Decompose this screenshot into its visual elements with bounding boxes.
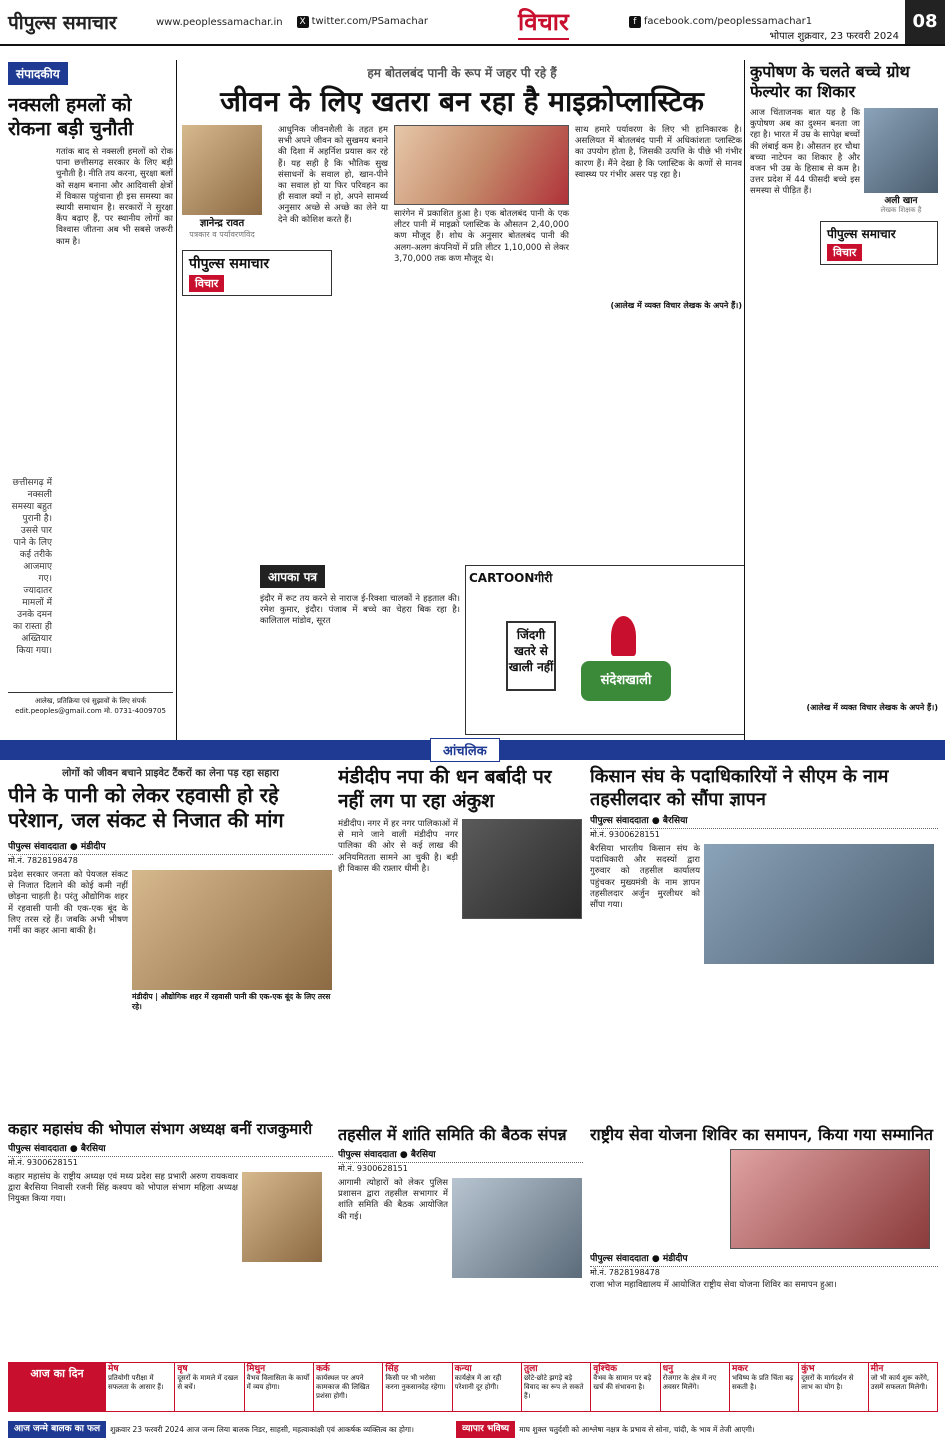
story-mandideep-funds — [338, 765, 583, 1120]
lead-body-2: सारंगेन में प्रकाशित हुआ है। एक बोतलबंद पानी के एक लीटर पानी में माइक्रो प्लास्टिक के औसतन 2,40,000 कण मौजूद हैं। शोध के अनुसार बोतलबंद पानी की अलग-अलग कंपनियों में प्रति लीटर 1,10,000 से लेकर 3,70,000 तक कण मौजूद थे। — [394, 209, 570, 264]
lead-article — [182, 64, 742, 554]
lead-headline: जीवन के लिए खतरा बन रहा है माइक्रोप्लास्टिक — [220, 85, 704, 118]
lead-body-1: आधुनिक जीवनशैली के तहत हम सभी अपने जीवन को सुखमय बनाने की दिशा में अहर्निश प्रयास कर रहे हैं। यह सही है कि भौतिक सुख संसाधनों के सवाल हो, खान-पीने का सवाल हो या फिर परिवहन का ही सवाल क्यों न हो, अपने सामर्थ्य अनुसार अच्छे से अच्छे का लेने या देने की कोशिश करते हैं। — [278, 125, 389, 225]
newspaper-logo[interactable]: पीपुल्स समाचार — [8, 12, 117, 34]
story-phone: मो.नं. 9300628151 — [590, 830, 660, 839]
story-byline: पीपुल्स संवाददाता ● बैरसिया — [8, 1139, 333, 1157]
trucks-photo — [462, 819, 582, 919]
lead-signoff: (आलेख में व्यक्त विचार लेखक के अपने हैं।) — [610, 301, 742, 310]
brand-tag: विचार — [827, 244, 862, 261]
editorial-contact[interactable]: edit.peoples@gmail.com मो. 0731-4009705 — [15, 707, 166, 715]
nss-photo — [730, 1149, 930, 1249]
brand-name: पीपुल्स समाचार — [827, 227, 896, 241]
horoscope-sign: कर्क कार्यस्थल पर अपने कामकाज की लिखित प्रशंसा होगी। — [313, 1363, 382, 1411]
letters-tag: आपका पत्र — [260, 565, 325, 588]
photo-caption: मंडीदीप | औद्योगिक शहर में रहवासी पानी की एक-एक बूंद के लिए तरस रहे। — [132, 992, 331, 1011]
regional-tag: आंचलिक — [430, 738, 500, 762]
column-divider — [744, 60, 745, 740]
lead-author: ज्ञानेन्द्र रावत — [199, 218, 245, 229]
twitter-icon: X — [297, 16, 309, 28]
brand-name: पीपुल्स समाचार — [189, 256, 270, 272]
right-author: अली खान — [884, 196, 918, 206]
story-body: मंडीदीप। नगर में हर नगर पालिकाओं में से माने जाने वाली मंडीदीप नगर पालिका की ओर से कई लाख की अनियमितता सामने आ चुकी है। बड़ी ही विकास की रफ़्तार धीमी है। — [338, 819, 458, 874]
story-nss-camp — [590, 1125, 938, 1355]
story-headline: राष्ट्रीय सेवा योजना शिविर का समापन, किया गया सम्मानित — [590, 1125, 934, 1144]
cartoon-label: संदेशखाली — [581, 661, 671, 701]
cartoon-title: CARTOONगीरी — [469, 571, 553, 585]
story-kicker: लोगों को जीवन बचाने प्राइवेट टैंकरों का लेना पड़ रहा सहारा — [62, 768, 279, 779]
facebook-handle: facebook.com/peoplessamachar1 — [643, 16, 813, 27]
author-photo — [182, 125, 262, 215]
story-farmers-memo — [590, 765, 938, 1120]
story-water-crisis — [8, 765, 333, 1115]
horoscope-sign: कन्या कार्यक्षेत्र में आ रही परेशानी दूर होगी। — [452, 1363, 521, 1411]
meeting-photo — [452, 1178, 582, 1278]
twitter-handle: twitter.com/PSamachar — [311, 16, 428, 27]
water-crisis-photo — [132, 870, 332, 990]
story-body: राजा भोज महाविद्यालय में आयोजित राष्ट्रीय सेवा योजना शिविर का समापन हुआ। — [590, 1280, 837, 1290]
story-byline: पीपुल्स संवाददाता ● बैरसिया — [338, 1145, 583, 1163]
lead-kicker: हम बोतलबंद पानी के रूप में जहर पी रहे हैं — [367, 66, 557, 80]
editorial-tag: संपादकीय — [8, 62, 68, 85]
horoscope-sign: मकर भविष्य के प्रति चिंता बढ़ सकती है। — [729, 1363, 798, 1411]
horoscope-sign: मेष प्रतियोगी परीक्षा में सफलता के आसार हैं। — [105, 1363, 174, 1411]
story-body: कहार महासंघ के राष्ट्रीय अध्यक्ष एवं मध्य प्रदेश सह प्रभारी अरुण रायकवार द्वारा बैरसिया निवासी रजनी सिंह कश्यप को भोपाल संभाग महिला अध्यक्ष नियुक्त किया गया। — [8, 1172, 238, 1205]
story-phone: मो.नं. 9300628151 — [8, 1158, 78, 1167]
editorial-headline: नक्सली हमलों को रोकना बड़ी चुनौती — [8, 94, 134, 140]
farmers-photo — [704, 844, 934, 964]
issue-date: भोपाल शुक्रवार, 23 फरवरी 2024 — [769, 31, 899, 42]
website-link[interactable]: www.peoplessamachar.in — [156, 16, 283, 28]
author-photo — [864, 108, 938, 193]
horoscope-sign: सिंह किसी पर भी भरोसा करना नुकसानदेह रहेगा। — [382, 1363, 451, 1411]
horoscope-sign: वृष दूसरों के मामले में दखल से बचें। — [174, 1363, 243, 1411]
facebook-icon: f — [629, 16, 641, 28]
business-text: माघ शुक्ल चतुर्दशी को आश्लेषा नक्षत्र के प्रभाव से सोना, चांदी, के भाव में तेजी आएगी। — [519, 1424, 755, 1434]
cartoon-box — [465, 565, 745, 735]
story-byline: पीपुल्स संवाददाता ● बैरसिया — [590, 811, 938, 829]
rajkumari-photo — [242, 1172, 322, 1262]
story-phone: मो.नं. 9300628151 — [338, 1164, 408, 1173]
cartoon-caption: जिंदगी खतरे से खाली नहीं — [506, 621, 556, 691]
story-phone: मो.नं. 7828198478 — [8, 856, 78, 865]
facebook-link[interactable] — [629, 16, 812, 28]
birth-badge: आज जन्मे बालक का फल — [8, 1421, 106, 1438]
story-byline: पीपुल्स संवाददाता ● मंडीदीप — [8, 837, 333, 855]
editorial-contact-label: आलेख, प्रतिक्रिया एवं सुझावों के लिए संपर्क — [34, 697, 147, 705]
story-byline: पीपुल्स संवाददाता ● मंडीदीप — [590, 1249, 938, 1267]
regional-bar — [0, 740, 945, 760]
bottom-ticker — [8, 1416, 938, 1442]
right-body: आज चिंताजनक बात यह है कि कुपोषण अब का दुश्मन बनता जा रहा है। भारत में उम्र के सापेक्ष बच्चों की लंबाई कम है। औसतन हर चौथा बच्चा नाटेपन का शिकार है और वजन भी उम्र के हिसाब से कम है। उत्तर प्रदेश में 44 फीसदी बच्चे इस समस्या से पीड़ित हैं। — [750, 108, 860, 197]
story-headline: पीने के पानी को लेकर रहवासी हो रहे परेशान, जल संकट से निजात की मांग — [8, 783, 284, 832]
story-headline: तहसील में शांति समिति की बैठक संपन्न — [338, 1125, 567, 1144]
story-body: प्रदेश सरकार जनता को पेयजल संकट से निजात दिलाने की कोई कमी नहीं छोड़ना चाहती है। परंतु औद्योगिक शहर में रहवासी पानी की एक-एक बूंद के लिए तरस रहे हैं। जबकि अभी भीषण गर्मी का कहर आना बाकी है। — [8, 870, 128, 937]
story-body: बैरसिया भारतीय किसान संघ के पदाधिकारी और सदस्यों द्वारा गुरुवार को तहसील कार्यालय पहुंचकर मुख्यमंत्री के नाम ज्ञापन तहसीलदार अर्जुन मुरलीधर को सौंपा गया। — [590, 844, 700, 911]
right-headline: कुपोषण के चलते बच्चे ग्रोथ फेल्योर का शिकार — [750, 62, 910, 101]
story-headline: किसान संघ के पदाधिकारियों ने सीएम के नाम तहसीलदार को सौंपा ज्ञापन — [590, 766, 889, 810]
bird-icon — [611, 616, 636, 656]
right-author-role: लेखक शिक्षक है — [880, 206, 922, 214]
letters-body: इंदौर में रूट तय करने से नाराज ई-रिक्शा चालकों ने हड़ताल की। रमेश कुमार, इंदौर। पंजाब में बच्चे का चेहरा बिक रहा है। कालिताल मांडोव, सूरत — [260, 594, 460, 627]
horoscope-title: आज का दिन — [9, 1363, 105, 1411]
section-title: विचार — [518, 5, 569, 40]
editorial-body: गतांक बाद से नक्सली हमलों को रोक पाना छत्तीसगढ़ सरकार के लिए बड़ी चुनौती है। नीति तय करना, सुरक्षा बलों को सक्षम बनाना और आदिवासी क्षेत्रों में विकास पहुंचाना ही इस समस्या का स्थायी समाधान है। सरकारों ने सुरक्षा कैंप बढ़ाए हैं, पर स्थानीय लोगों का विश्वास जीतना अब भी सबसे जरूरी काम है। — [56, 147, 173, 247]
lead-author-role: पत्रकार व पर्यावरणविद — [189, 230, 255, 239]
editorial-sidebar-quote: छत्तीसगढ़ में नक्सली समस्या बहुत पुरानी है। उससे पार पाने के लिए कई तरीके आजमाए गए। ज्यादातर मामलों में उनके दमन का रास्ता ही अख्तियार किया गया। — [11, 478, 52, 656]
story-headline: मंडीदीप नपा की धन बर्बादी पर नहीं लग पा रहा अंकुश — [338, 766, 552, 812]
story-phone: मो.नं. 7828198478 — [590, 1268, 660, 1277]
story-peace-committee — [338, 1125, 583, 1355]
right-signoff: (आलेख में व्यक्त विचार लेखक के अपने हैं।) — [806, 703, 938, 712]
twitter-link[interactable] — [297, 16, 428, 28]
brand-tag: विचार — [189, 275, 224, 292]
microplastic-photo — [394, 125, 569, 205]
horoscope-sign: वृश्चिक वैभव के सामान पर बड़े खर्च की संभावना है। — [590, 1363, 659, 1411]
horoscope-sign: मीन जो भी कार्य शुरू करेंगे, उसमें सफलता मिलेगी। — [868, 1363, 937, 1411]
horoscope-sign: तुला छोटे-छोटे झगड़े बड़े विवाद का रूप ले सकते हैं। — [521, 1363, 590, 1411]
horoscope-sign: धनु रोजगार के क्षेत्र में नए अवसर मिलेंगे। — [660, 1363, 729, 1411]
right-column — [750, 62, 938, 742]
editorial-column — [8, 62, 173, 742]
story-headline: कहार महासंघ की भोपाल संभाग अध्यक्ष बनीं राजकुमारी — [8, 1120, 313, 1138]
lead-body-3: साथ हमारे पर्यावरण के लिए भी हानिकारक है। असलियत में बोतलबंद पानी में अधिकांशतः प्लास्टिक का उपयोग होता है, जिसकी उत्पत्ति के पीछे भी गंभीर कारण हैं। मैंने देखा है कि प्लास्टिक के कणों से मानव स्वास्थ्य पर गंभीर असर पड़ रहा है। — [575, 125, 742, 180]
birth-text: शुक्रवार 23 फरवरी 2024 आज जन्म लिया बालक निडर, साहसी, महत्वाकांक्षी एवं आकर्षक व्यक्तित्व का होगा। — [110, 1424, 414, 1434]
horoscope-sign: मिथुन वैभव विलासिता के कार्यों में व्यय होगा। — [244, 1363, 313, 1411]
horoscope-strip — [8, 1362, 938, 1412]
masthead — [0, 0, 945, 46]
business-badge: व्यापार भविष्य — [456, 1421, 515, 1438]
story-body: आगामी त्योहारों को लेकर पुलिस प्रशासन द्वारा तहसील सभागार में शांति समिति की बैठक आयोजित की गई। — [338, 1178, 448, 1222]
letters-box — [260, 565, 460, 735]
column-divider — [176, 60, 177, 740]
brand-box — [820, 221, 938, 265]
story-kahar-mahasangh — [8, 1120, 333, 1358]
horoscope-sign: कुंभ दूसरों के मार्गदर्शन से लाभ का योग है। — [798, 1363, 867, 1411]
page-number: 08 — [905, 0, 945, 44]
